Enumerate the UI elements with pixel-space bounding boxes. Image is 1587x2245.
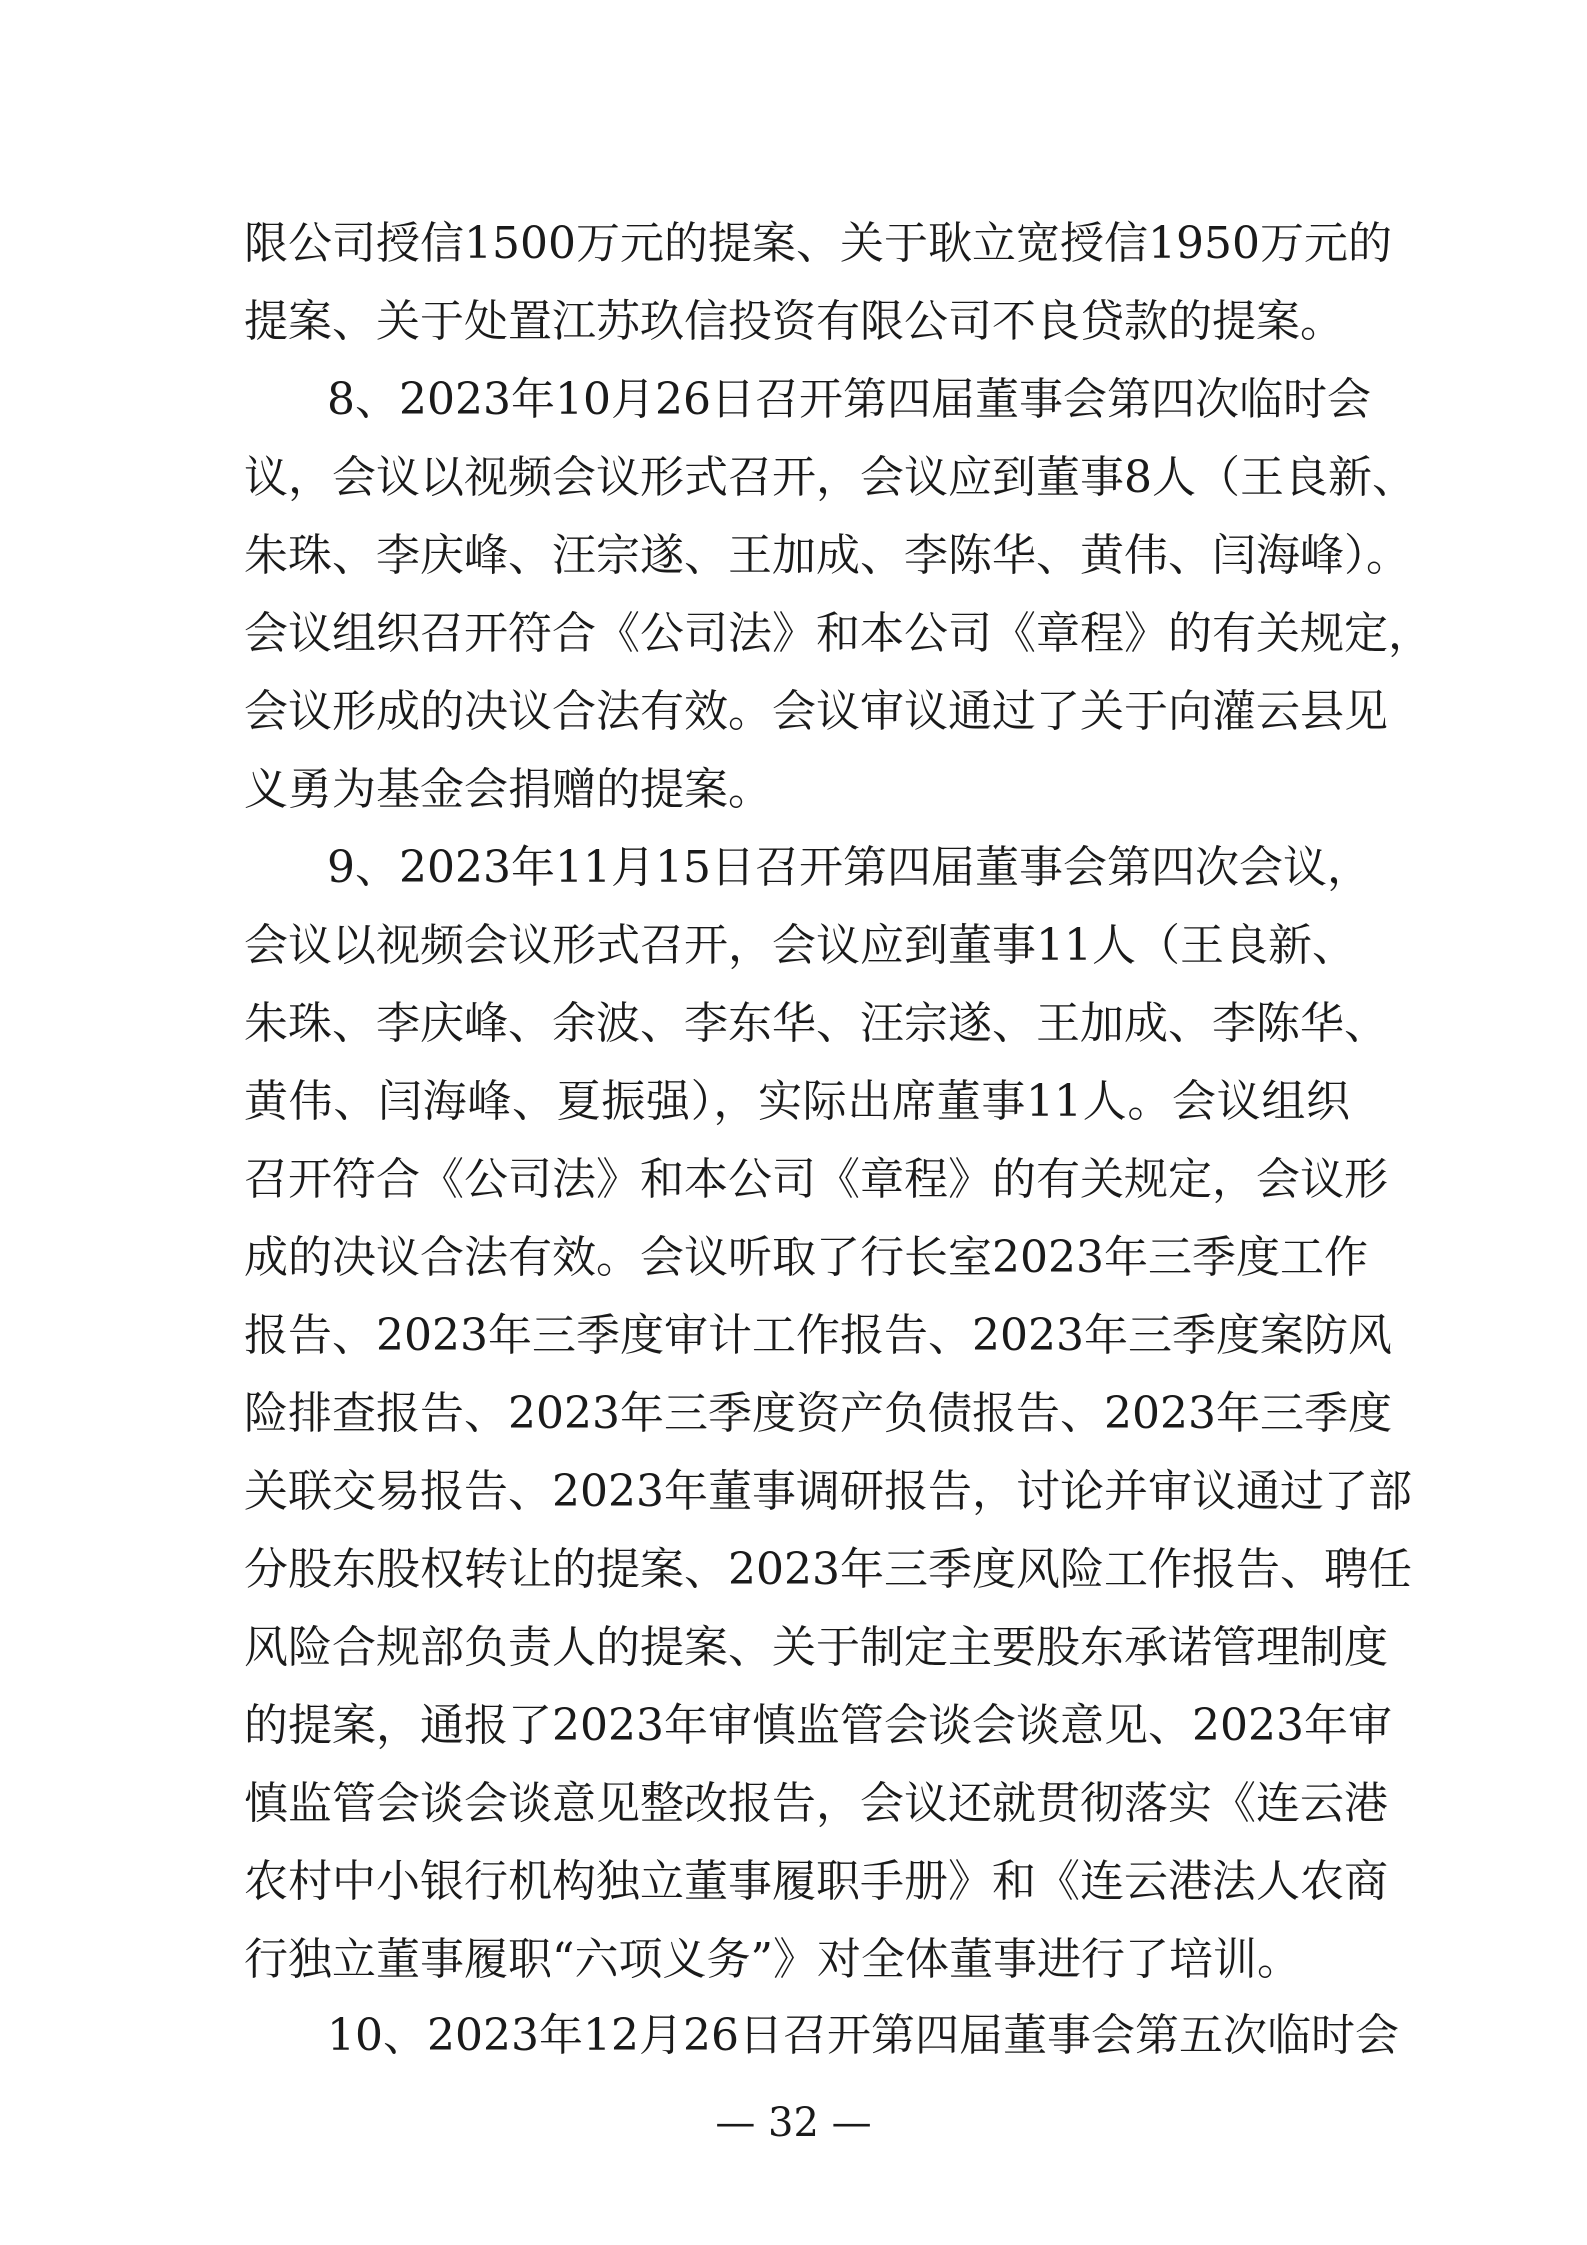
paragraph-9-start: 9、2023年11月15日召开第四届董事会第四次会议，: [327, 842, 1371, 893]
text-line: 风险合规部负责人的提案、关于制定主要股东承诺管理制度: [244, 1622, 1388, 1673]
text-line: 义勇为基金会捐赠的提案。: [244, 764, 772, 815]
text-line: 分股东股权转让的提案、2023年三季度风险工作报告、聘任: [244, 1544, 1412, 1595]
paragraph-10-start: 10、2023年12月26日召开第四届董事会第五次临时会: [327, 2010, 1399, 2061]
text-line: 关联交易报告、2023年董事调研报告，讨论并审议通过了部: [244, 1466, 1412, 1517]
text-line: 提案、关于处置江苏玖信投资有限公司不良贷款的提案。: [244, 296, 1344, 347]
text-line: 成的决议合法有效。会议听取了行长室2023年三季度工作: [244, 1232, 1368, 1283]
paragraph-8-start: 8、2023年10月26日召开第四届董事会第四次临时会: [327, 374, 1371, 425]
text-line: 召开符合《公司法》和本公司《章程》的有关规定，会议形: [244, 1154, 1388, 1205]
text-line: 险排查报告、2023年三季度资产负债报告、2023年三季度: [244, 1388, 1392, 1439]
text-line: 黄伟、闫海峰、夏振强），实际出席董事11人。会议组织: [244, 1076, 1350, 1127]
text-line: 会议形成的决议合法有效。会议审议通过了关于向灌云县见: [244, 686, 1388, 737]
text-line: 会议组织召开符合《公司法》和本公司《章程》的有关规定，: [244, 608, 1432, 659]
text-line: 朱珠、李庆峰、汪宗遂、王加成、李陈华、黄伟、闫海峰）。: [244, 530, 1410, 581]
text-line: 行独立董事履职“六项义务”》对全体董事进行了培训。: [244, 1934, 1301, 1985]
page-number: — 32 —: [715, 2100, 872, 2146]
text-line: 朱珠、李庆峰、余波、李东华、汪宗遂、王加成、李陈华、: [244, 998, 1388, 1049]
text-line: 会议以视频会议形式召开，会议应到董事11人（王良新、: [244, 920, 1356, 971]
text-line: 农村中小银行机构独立董事履职手册》和《连云港法人农商: [244, 1856, 1388, 1907]
text-line: 报告、2023年三季度审计工作报告、2023年三季度案防风: [244, 1310, 1392, 1361]
text-line: 慎监管会谈会谈意见整改报告，会议还就贯彻落实《连云港: [244, 1778, 1388, 1829]
text-line: 议，会议以视频会议形式召开，会议应到董事8人（王良新、: [244, 452, 1416, 503]
text-line: 限公司授信1500万元的提案、关于耿立宽授信1950万元的: [244, 218, 1392, 269]
text-line: 的提案，通报了2023年审慎监管会谈会谈意见、2023年审: [244, 1700, 1392, 1751]
